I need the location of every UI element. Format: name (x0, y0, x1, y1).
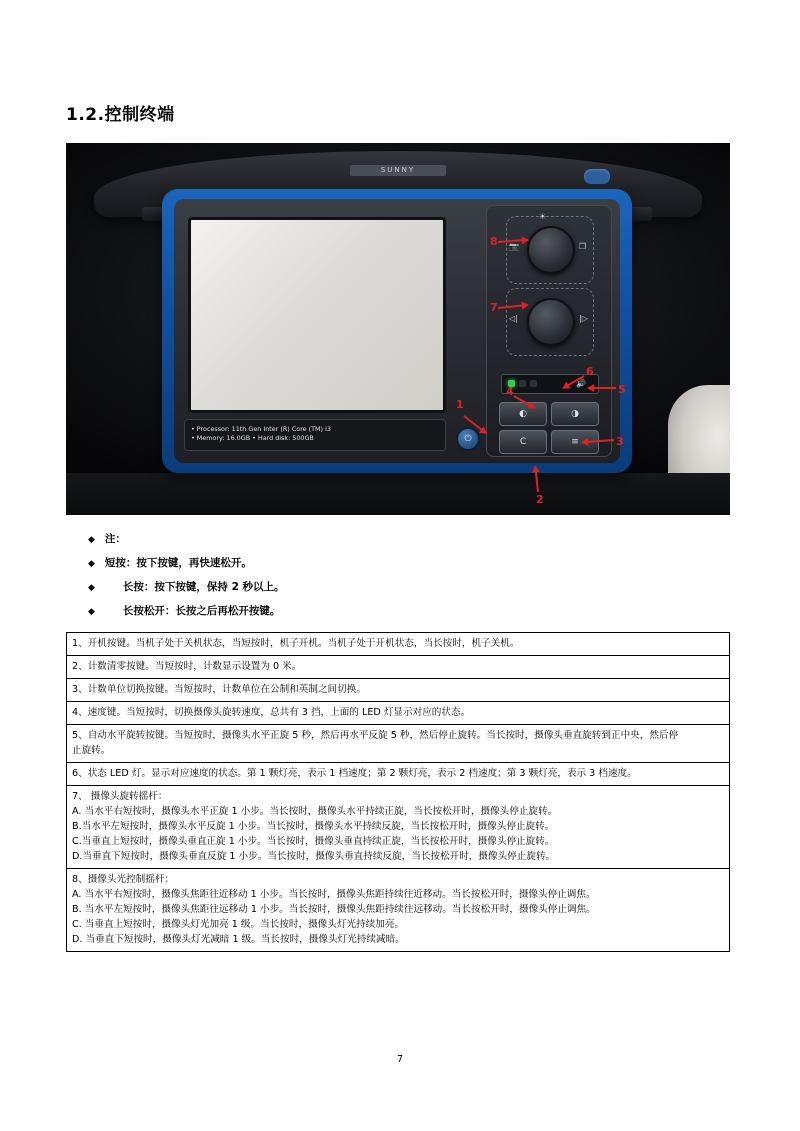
page-title: 1.2.控制终端 (66, 105, 175, 125)
led-3 (530, 380, 537, 387)
table-cell-8-line-4: C. 当垂直上短按时，摄像头灯光加亮 1 级。当长按时，摄像头灯光持续加亮。 (72, 919, 404, 930)
photo-desk (66, 473, 730, 515)
note-row-heading (88, 531, 734, 546)
button-auto-rotate[interactable]: ◑ (551, 402, 599, 426)
rotate-right-icon: |▷ (579, 314, 588, 323)
camera-icon: 📷 (509, 242, 519, 251)
bullet-diamond-icon: ◆ (88, 535, 95, 545)
spec-line-2: • Memory: 16.0GB • Hard disk: 500GB (191, 434, 314, 442)
joystick-lower[interactable] (527, 298, 575, 346)
rotate-left-icon: ◁| (509, 314, 518, 323)
note-row-3 (88, 603, 734, 618)
table-cell-1: 1、开机按键。当机子处于关机状态，当短按时，机子开机。当机子处于开机状态，当长按时，机子关机。 (67, 633, 730, 656)
table-cell-8-line-5: D. 当垂直下短按时，摄像头灯光减暗 1 级。当长按时，摄像头灯光持续减暗。 (72, 934, 405, 945)
table-cell-5-line-2: 止旋转。 (72, 745, 111, 756)
callout-5: 5 (618, 383, 626, 396)
note-row-2 (88, 579, 734, 594)
table-cell-7-line-1: 7、 摄像头旋转摇杆： (72, 791, 168, 802)
note-item-1: 短按：按下按键，再快速松开。 (104, 557, 252, 569)
copy-icon: ❐ (579, 242, 587, 251)
table-cell-8-line-3: B. 当水平左短按时，摄像头焦距往远移动 1 小步。当长按时，摄像头焦距持续往远移动。当长按松开时，摄像头停止调焦。 (72, 904, 596, 915)
speaker-icon: 🔊 (576, 379, 586, 388)
table-row (67, 869, 730, 952)
bullet-diamond-icon: ◆ (88, 559, 95, 569)
table-row (67, 763, 730, 786)
page-number: 7 (396, 1054, 404, 1065)
table-cell-5 (67, 725, 730, 763)
table-cell-7-line-5: D.当垂直下短按时，摄像头垂直反旋 1 小步。当长按时，摄像头垂直持续反旋，当长按松开时，摄像头停止旋转。 (72, 851, 556, 862)
joystick-upper[interactable] (527, 226, 575, 274)
callout-4: 4 (506, 385, 514, 398)
table-row (67, 679, 730, 702)
notes-block (88, 531, 734, 618)
table-cell-7-line-3: B.当水平左短按时，摄像头水平反旋 1 小步。当长按时，摄像头水平持续反旋，当长按松开时，摄像头停止旋转。 (72, 821, 555, 832)
table-cell-7-line-4: C.当垂直上短按时，摄像头垂直正旋 1 小步。当长按时，摄像头垂直持续正旋，当长按松开时，摄像头停止旋转。 (72, 836, 555, 847)
device-photo (66, 143, 730, 515)
callout-7: 7 (490, 301, 498, 314)
note-item-3: 长按松开：长按之后再松开按键。 (122, 605, 281, 617)
control-panel (486, 205, 612, 457)
callout-8: 8 (490, 235, 498, 248)
callout-1: 1 (456, 398, 464, 411)
button-speed[interactable]: ◐ (499, 402, 547, 426)
callout-2: 2 (536, 493, 544, 506)
function-table (66, 632, 730, 952)
bullet-diamond-icon: ◆ (88, 607, 95, 617)
table-cell-8-line-1: 8、摄像头光控制摇杆： (72, 874, 175, 885)
table-cell-6: 6、状态 LED 灯。显示对应速度的状态。第 1 颗灯亮，表示 1 档速度；第 2 颗灯亮，表示 2 档速度；第 3 颗灯亮，表示 3 档速度。 (67, 763, 730, 786)
spec-plate (184, 419, 446, 451)
lid-knob (584, 169, 610, 184)
table-cell-7-line-2: A. 当水平右短按时，摄像头水平正旋 1 小步。当长按时，摄像头水平持续正旋，当长按松开时，摄像头停止旋转。 (72, 806, 558, 817)
table-cell-2: 2、计数清零按键。当短按时，计数显示设置为 0 米。 (67, 656, 730, 679)
table-cell-7 (67, 786, 730, 869)
table-row (67, 656, 730, 679)
brand-label: SUNNY (350, 165, 446, 176)
table-cell-8 (67, 869, 730, 952)
callout-arrow-5 (588, 387, 616, 389)
table-row (67, 702, 730, 725)
page-content (66, 0, 734, 952)
note-item-2: 长按：按下按键，保持 2 秒以上。 (122, 581, 285, 593)
note-heading: 注： (104, 533, 126, 545)
table-cell-4: 4、速度键。当短按时，切换摄像头旋转速度，总共有 3 挡，上面的 LED 灯显示对应的状态。 (67, 702, 730, 725)
table-row (67, 725, 730, 763)
table-cell-5-line-1: 5、自动水平旋转按键。当短按时，摄像头水平正旋 5 秒，然后再水平反旋 5 秒，然后停止旋转。当长按时，摄像头垂直旋转到正中央，然后停 (72, 730, 679, 741)
table-cell-8-line-2: A. 当水平右短按时，摄像头焦距往近移动 1 小步。当长按时，摄像头焦距持续往近移动。当长按松开时，摄像头停止调焦。 (72, 889, 596, 900)
note-row-1 (88, 555, 734, 570)
callout-6: 6 (586, 365, 594, 378)
power-button[interactable]: ⏻ (456, 427, 480, 451)
spec-line-1: • Processor: 11th Gen Inter (R) Core (TM) i3 (191, 425, 331, 433)
device-screen (188, 217, 446, 413)
table-row (67, 633, 730, 656)
led-2 (519, 380, 526, 387)
button-counter-reset[interactable]: C (499, 430, 547, 454)
light-icon: ☀ (539, 212, 547, 221)
callout-3: 3 (616, 435, 624, 448)
button-unit-switch[interactable]: ≡ (551, 430, 599, 454)
table-row (67, 786, 730, 869)
speed-led-row (501, 374, 599, 394)
bullet-diamond-icon: ◆ (88, 583, 95, 593)
table-cell-3: 3、计数单位切换按键。当短按时，计数单位在公制和英制之间切换。 (67, 679, 730, 702)
